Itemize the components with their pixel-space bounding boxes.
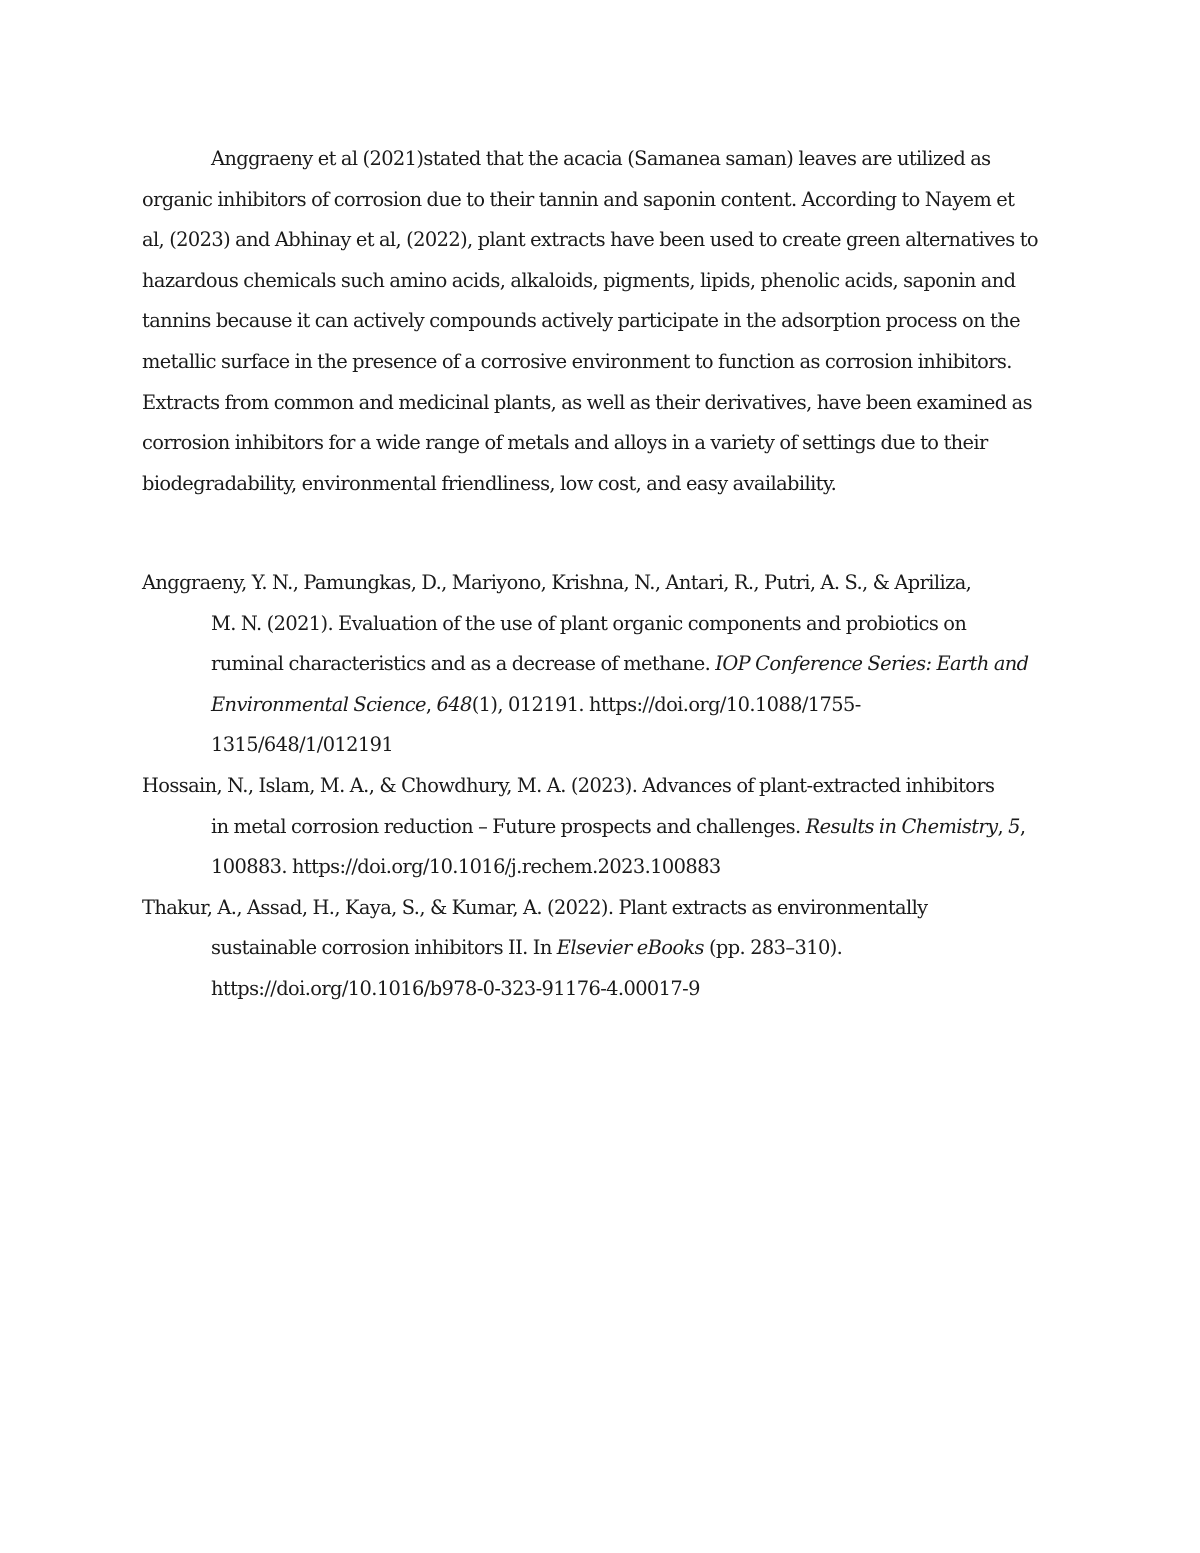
doi-link[interactable]: 100883. https://doi.org/10.1016/j.rechem.2023.100883 bbox=[211, 855, 721, 879]
reference-entry bbox=[142, 563, 1062, 766]
reference-line bbox=[211, 685, 1062, 726]
reference-line: Hossain, N., Islam, M. A., & Chowdhury, M. A. (2023). Advances of plant-extracted inhibitors bbox=[142, 773, 995, 797]
paragraph-line: metallic surface in the presence of a corrosive environment to function as corrosion inhibitors. bbox=[142, 349, 1012, 373]
paragraph-line: hazardous chemicals such amino acids, alkaloids, pigments, lipids, phenolic acids, saponin and bbox=[142, 268, 1016, 292]
paragraph-line: Extracts from common and medicinal plants, as well as their derivatives, have been examined as bbox=[142, 390, 1032, 414]
paragraph-line: tannins because it can actively compounds actively participate in the adsorption process on the bbox=[142, 309, 1021, 333]
reference-line bbox=[211, 807, 1062, 848]
reference-text: sustainable corrosion inhibitors II. In bbox=[211, 936, 557, 960]
journal-title: IOP Conference Series: Earth and bbox=[715, 652, 1029, 676]
body-paragraph bbox=[142, 139, 1062, 504]
reference-line: Anggraeny, Y. N., Pamungkas, D., Mariyono, Krishna, N., Antari, R., Putri, A. S., & Apriliza, bbox=[142, 571, 972, 594]
journal-title: Environmental Science bbox=[211, 692, 426, 716]
doi-link[interactable]: 1315/648/1/012191 bbox=[211, 733, 394, 757]
volume-number: 648 bbox=[436, 692, 472, 716]
reference-text: , bbox=[997, 814, 1009, 838]
reference-text: , bbox=[1019, 814, 1026, 838]
reference-entry bbox=[142, 766, 1062, 888]
doi-link[interactable]: https://doi.org/10.1016/b978-0-323-91176-4.00017-9 bbox=[211, 976, 700, 1000]
reference-text: , bbox=[425, 692, 437, 716]
paragraph-line: corrosion inhibitors for a wide range of metals and alloys in a variety of settings due to their bbox=[142, 431, 988, 455]
reference-line bbox=[211, 928, 1062, 969]
volume-number: 5 bbox=[1008, 814, 1020, 838]
reference-entry bbox=[142, 888, 1062, 1010]
doi-text: (1), 012191. https://doi.org/10.1088/1755- bbox=[471, 692, 861, 716]
reference-text: (pp. 283–310). bbox=[703, 936, 843, 960]
paragraph-line: Anggraeny et al (2021)stated that the acacia (Samanea saman) leaves are utilized as bbox=[211, 147, 991, 170]
paragraph-line: biodegradability, environmental friendliness, low cost, and easy availability. bbox=[142, 471, 837, 495]
reference-text: ruminal characteristics and as a decrease of methane. bbox=[211, 652, 716, 676]
book-title: Elsevier eBooks bbox=[556, 936, 704, 960]
reference-text: in metal corrosion reduction – Future prospects and challenges. bbox=[211, 814, 806, 838]
journal-title: Results in Chemistry bbox=[805, 814, 998, 838]
reference-line bbox=[211, 644, 1062, 685]
reference-line: M. N. (2021). Evaluation of the use of plant organic components and probiotics on bbox=[211, 611, 967, 635]
paragraph-line: organic inhibitors of corrosion due to their tannin and saponin content. According to Nayem et bbox=[142, 187, 1015, 211]
reference-list bbox=[142, 563, 1062, 1010]
reference-line: Thakur, A., Assad, H., Kaya, S., & Kumar, A. (2022). Plant extracts as environmentally bbox=[142, 895, 928, 919]
paragraph-line: al, (2023) and Abhinay et al, (2022), plant extracts have been used to create green alternatives to bbox=[142, 228, 1038, 252]
